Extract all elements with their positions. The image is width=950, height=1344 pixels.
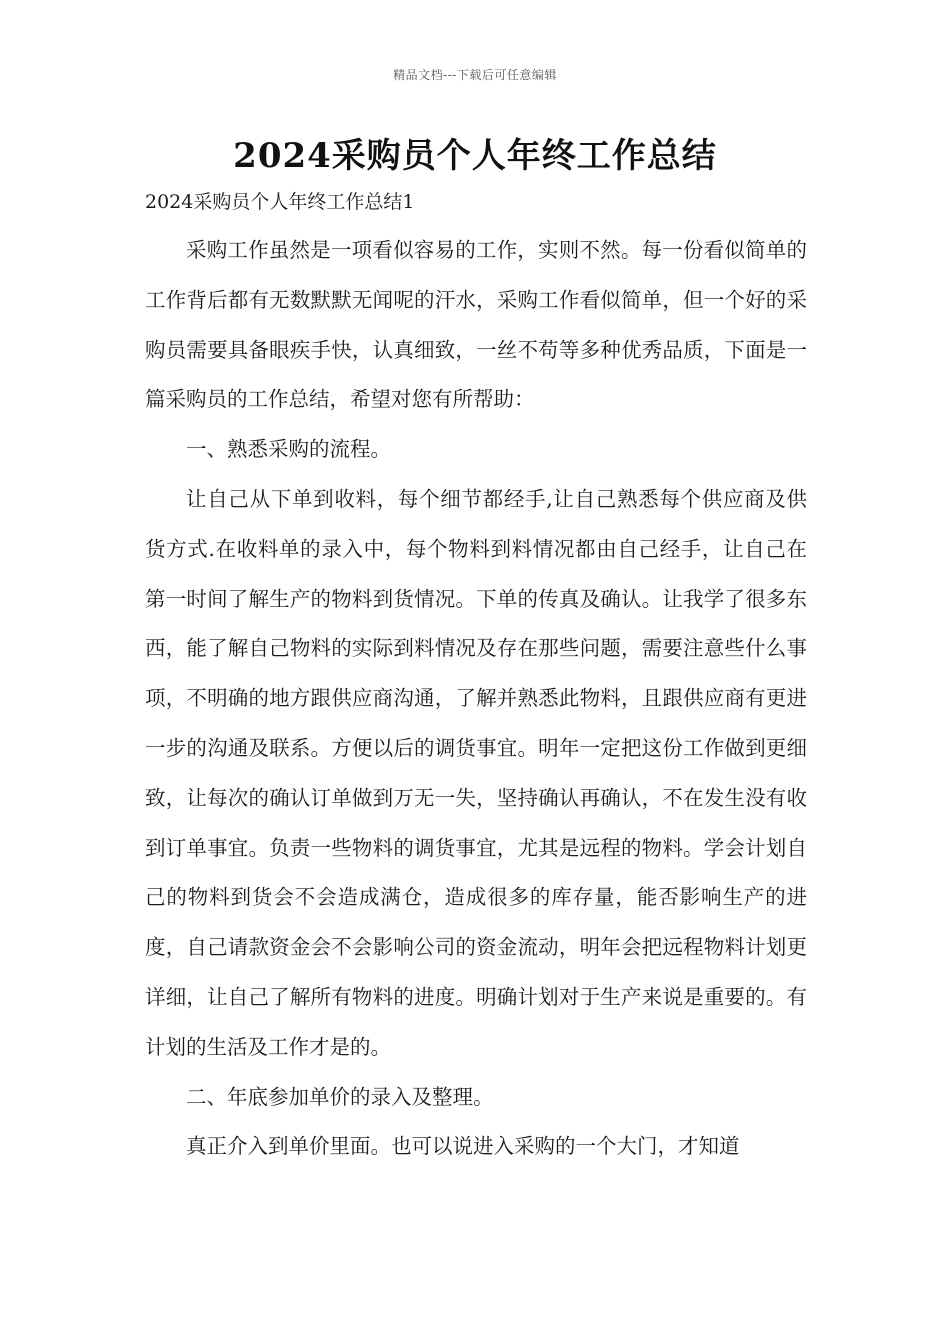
paragraph-section-1: 让自己从下单到收料，每个细节都经手,让自己熟悉每个供应商及供货方式.在收料单的录入中，每个物料到料情况都由自己经手，让自己在第一时间了解生产的物料到货情况。下单的传真及确认。让我学了很多东西，能了解自己物料的实际到料情况及存在那些问题，需要注意些什么事项，不明确的地方跟供应商沟通，了解并熟悉此物料，且跟供应商有更进一步的沟通及联系。方便以后的调货事宜。明年一定把这份工作做到更细致，让每次的确认订单做到万无一失，坚持确认再确认，不在发生没有收到订单事宜。负责一些物料的调货事宜，尤其是远程的物料。学会计划自己的物料到货会不会造成满仓，造成很多的库存量，能否影响生产的进度，自己请款资金会不会影响公司的资金流动，明年会把远程物料计划更详细，让自己了解所有物料的进度。明确计划对于生产来说是重要的。有计划的生活及工作才是的。 [145, 486, 807, 1059]
paragraph-intro: 采购工作虽然是一项看似容易的工作，实则不然。每一份看似简单的工作背后都有无数默默无闻呢的汗水，采购工作看似简单，但一个好的采购员需要具备眼疾手快，认真细致，一丝不苟等多种优秀品质，下面是一篇采购员的工作总结，希望对您有所帮助： [145, 238, 807, 412]
header-note: 精品文档---下载后可任意编辑 [393, 68, 557, 82]
section-heading-1: 一、熟悉采购的流程。 [186, 437, 391, 462]
document-title: 2024采购员个人年终工作总结 [233, 136, 717, 176]
paragraph-section-2: 真正介入到单价里面。也可以说进入采购的一个大门，才知道 [186, 1134, 740, 1159]
document-body [145, 226, 807, 1172]
section-heading-2: 二、年底参加单价的录入及整理。 [186, 1084, 494, 1109]
document-subtitle: 2024采购员个人年终工作总结1 [145, 191, 415, 213]
